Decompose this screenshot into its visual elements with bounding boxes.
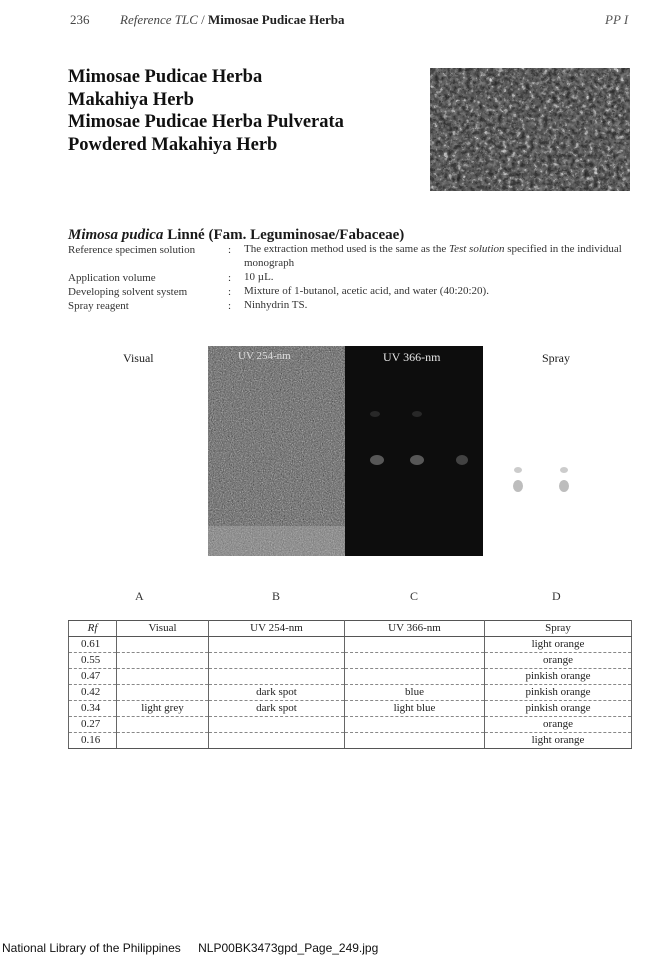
title-latin-powder: Mimosae Pudicae Herba Pulverata: [68, 112, 344, 132]
monograph-titles: [68, 66, 344, 156]
info-colon: :: [228, 286, 232, 298]
uv366-cell: [345, 669, 485, 685]
uv366-cell: [345, 637, 485, 653]
uv254-cell: [209, 733, 345, 749]
info-value: 10 µL.: [244, 271, 274, 283]
column-header-uv366: UV 366-nm: [345, 621, 485, 637]
uv366-cell: [345, 653, 485, 669]
spray-spots: [500, 460, 590, 510]
info-value-text: The extraction method used is the same as the: [244, 243, 449, 255]
table-row: [69, 733, 632, 749]
table-row: [69, 701, 632, 717]
uv366-cell: blue: [345, 685, 485, 701]
table-row: [69, 653, 632, 669]
info-label: Application volume: [68, 272, 156, 284]
column-header-visual: Visual: [117, 621, 209, 637]
table-header-row: [69, 621, 632, 637]
info-colon: :: [228, 244, 232, 256]
info-label: Reference specimen solution: [68, 244, 196, 256]
species-name: Mimosa pudica: [68, 227, 164, 243]
species-heading: [68, 227, 404, 244]
spray-cell: light orange: [485, 733, 632, 749]
running-title-italic: Reference TLC: [120, 12, 198, 27]
uv366-spot: [412, 411, 422, 417]
visual-cell: [117, 637, 209, 653]
rf-table: [68, 620, 632, 749]
uv254-cell: dark spot: [209, 685, 345, 701]
spray-cell: pinkish orange: [485, 701, 632, 717]
spray-cell: orange: [485, 717, 632, 733]
running-title: [120, 12, 344, 28]
info-colon: :: [228, 272, 232, 284]
track-label-d: D: [552, 589, 561, 603]
track-label-b: B: [272, 589, 281, 603]
title-common-herb: Makahiya Herb: [68, 89, 194, 110]
plate-label-visual: Visual: [123, 351, 154, 365]
species-authority: Linné (Fam. Leguminosae/Fabaceae): [167, 227, 405, 243]
uv254-plate-image: [208, 346, 345, 556]
info-value: [244, 243, 644, 270]
spray-cell: pinkish orange: [485, 669, 632, 685]
rf-value: 0.16: [69, 733, 117, 749]
column-header-spray: Spray: [485, 621, 632, 637]
visual-cell: [117, 653, 209, 669]
info-value: Mixture of 1-butanol, acetic acid, and water (40:20:20).: [244, 285, 489, 297]
footer-filename: NLP00BK3473gpd_Page_249.jpg: [198, 941, 379, 955]
uv254-cell: [209, 669, 345, 685]
plant-photograph: [430, 68, 630, 191]
uv366-spots: [345, 346, 483, 556]
visual-cell: light grey: [117, 701, 209, 717]
info-value-text: specified in the individual monograph: [244, 243, 622, 269]
plate-label-spray: Spray: [542, 351, 570, 365]
table-row: [69, 669, 632, 685]
uv366-cell: [345, 717, 485, 733]
info-label: Developing solvent system: [68, 286, 188, 298]
track-label-a: A: [135, 589, 144, 603]
rf-value: 0.34: [69, 701, 117, 717]
spray-cell: light orange: [485, 637, 632, 653]
uv366-spot: [370, 455, 384, 465]
rf-value: 0.47: [69, 669, 117, 685]
column-header-uv254: UV 254-nm: [209, 621, 345, 637]
uv366-spot: [410, 455, 424, 465]
header-code: PP I: [605, 12, 629, 27]
uv254-cell: [209, 653, 345, 669]
table-row: [69, 717, 632, 733]
visual-cell: [117, 685, 209, 701]
plate-label-uv254: UV 254-nm: [238, 350, 291, 362]
uv254-cell: [209, 717, 345, 733]
spray-spot: [513, 480, 523, 492]
rf-value: 0.27: [69, 717, 117, 733]
spray-cell: pinkish orange: [485, 685, 632, 701]
scan-footer: [2, 941, 392, 955]
plate-label-uv366: UV 366-nm: [383, 350, 441, 364]
table-row: [69, 637, 632, 653]
title-common-powder: Powdered Makahiya Herb: [68, 134, 278, 155]
page-number: 236: [70, 12, 90, 27]
rf-value: 0.55: [69, 653, 117, 669]
spray-spot: [514, 467, 522, 473]
uv366-cell: light blue: [345, 701, 485, 717]
running-title-separator: /: [201, 12, 205, 27]
visual-cell: [117, 717, 209, 733]
running-title-bold: Mimosae Pudicae Herba: [208, 12, 345, 27]
table-row: [69, 685, 632, 701]
uv254-cell: dark spot: [209, 701, 345, 717]
spray-spot: [559, 480, 569, 492]
info-value-italic: Test solution: [448, 243, 505, 255]
uv366-spot: [456, 455, 468, 465]
info-colon: :: [228, 300, 232, 312]
rf-value: 0.42: [69, 685, 117, 701]
uv366-cell: [345, 733, 485, 749]
uv366-spot: [370, 411, 380, 417]
spray-cell: orange: [485, 653, 632, 669]
visual-cell: [117, 669, 209, 685]
visual-cell: [117, 733, 209, 749]
spray-spot: [560, 467, 568, 473]
column-header-rf: Rf: [69, 621, 117, 637]
info-value: Ninhydrin TS.: [244, 299, 308, 311]
footer-library: National Library of the Philippines: [2, 941, 181, 955]
info-label: Spray reagent: [68, 300, 129, 312]
title-latin-herb: Mimosae Pudicae Herba: [68, 67, 263, 87]
track-label-c: C: [410, 589, 419, 603]
uv254-cell: [209, 637, 345, 653]
rf-value: 0.61: [69, 637, 117, 653]
